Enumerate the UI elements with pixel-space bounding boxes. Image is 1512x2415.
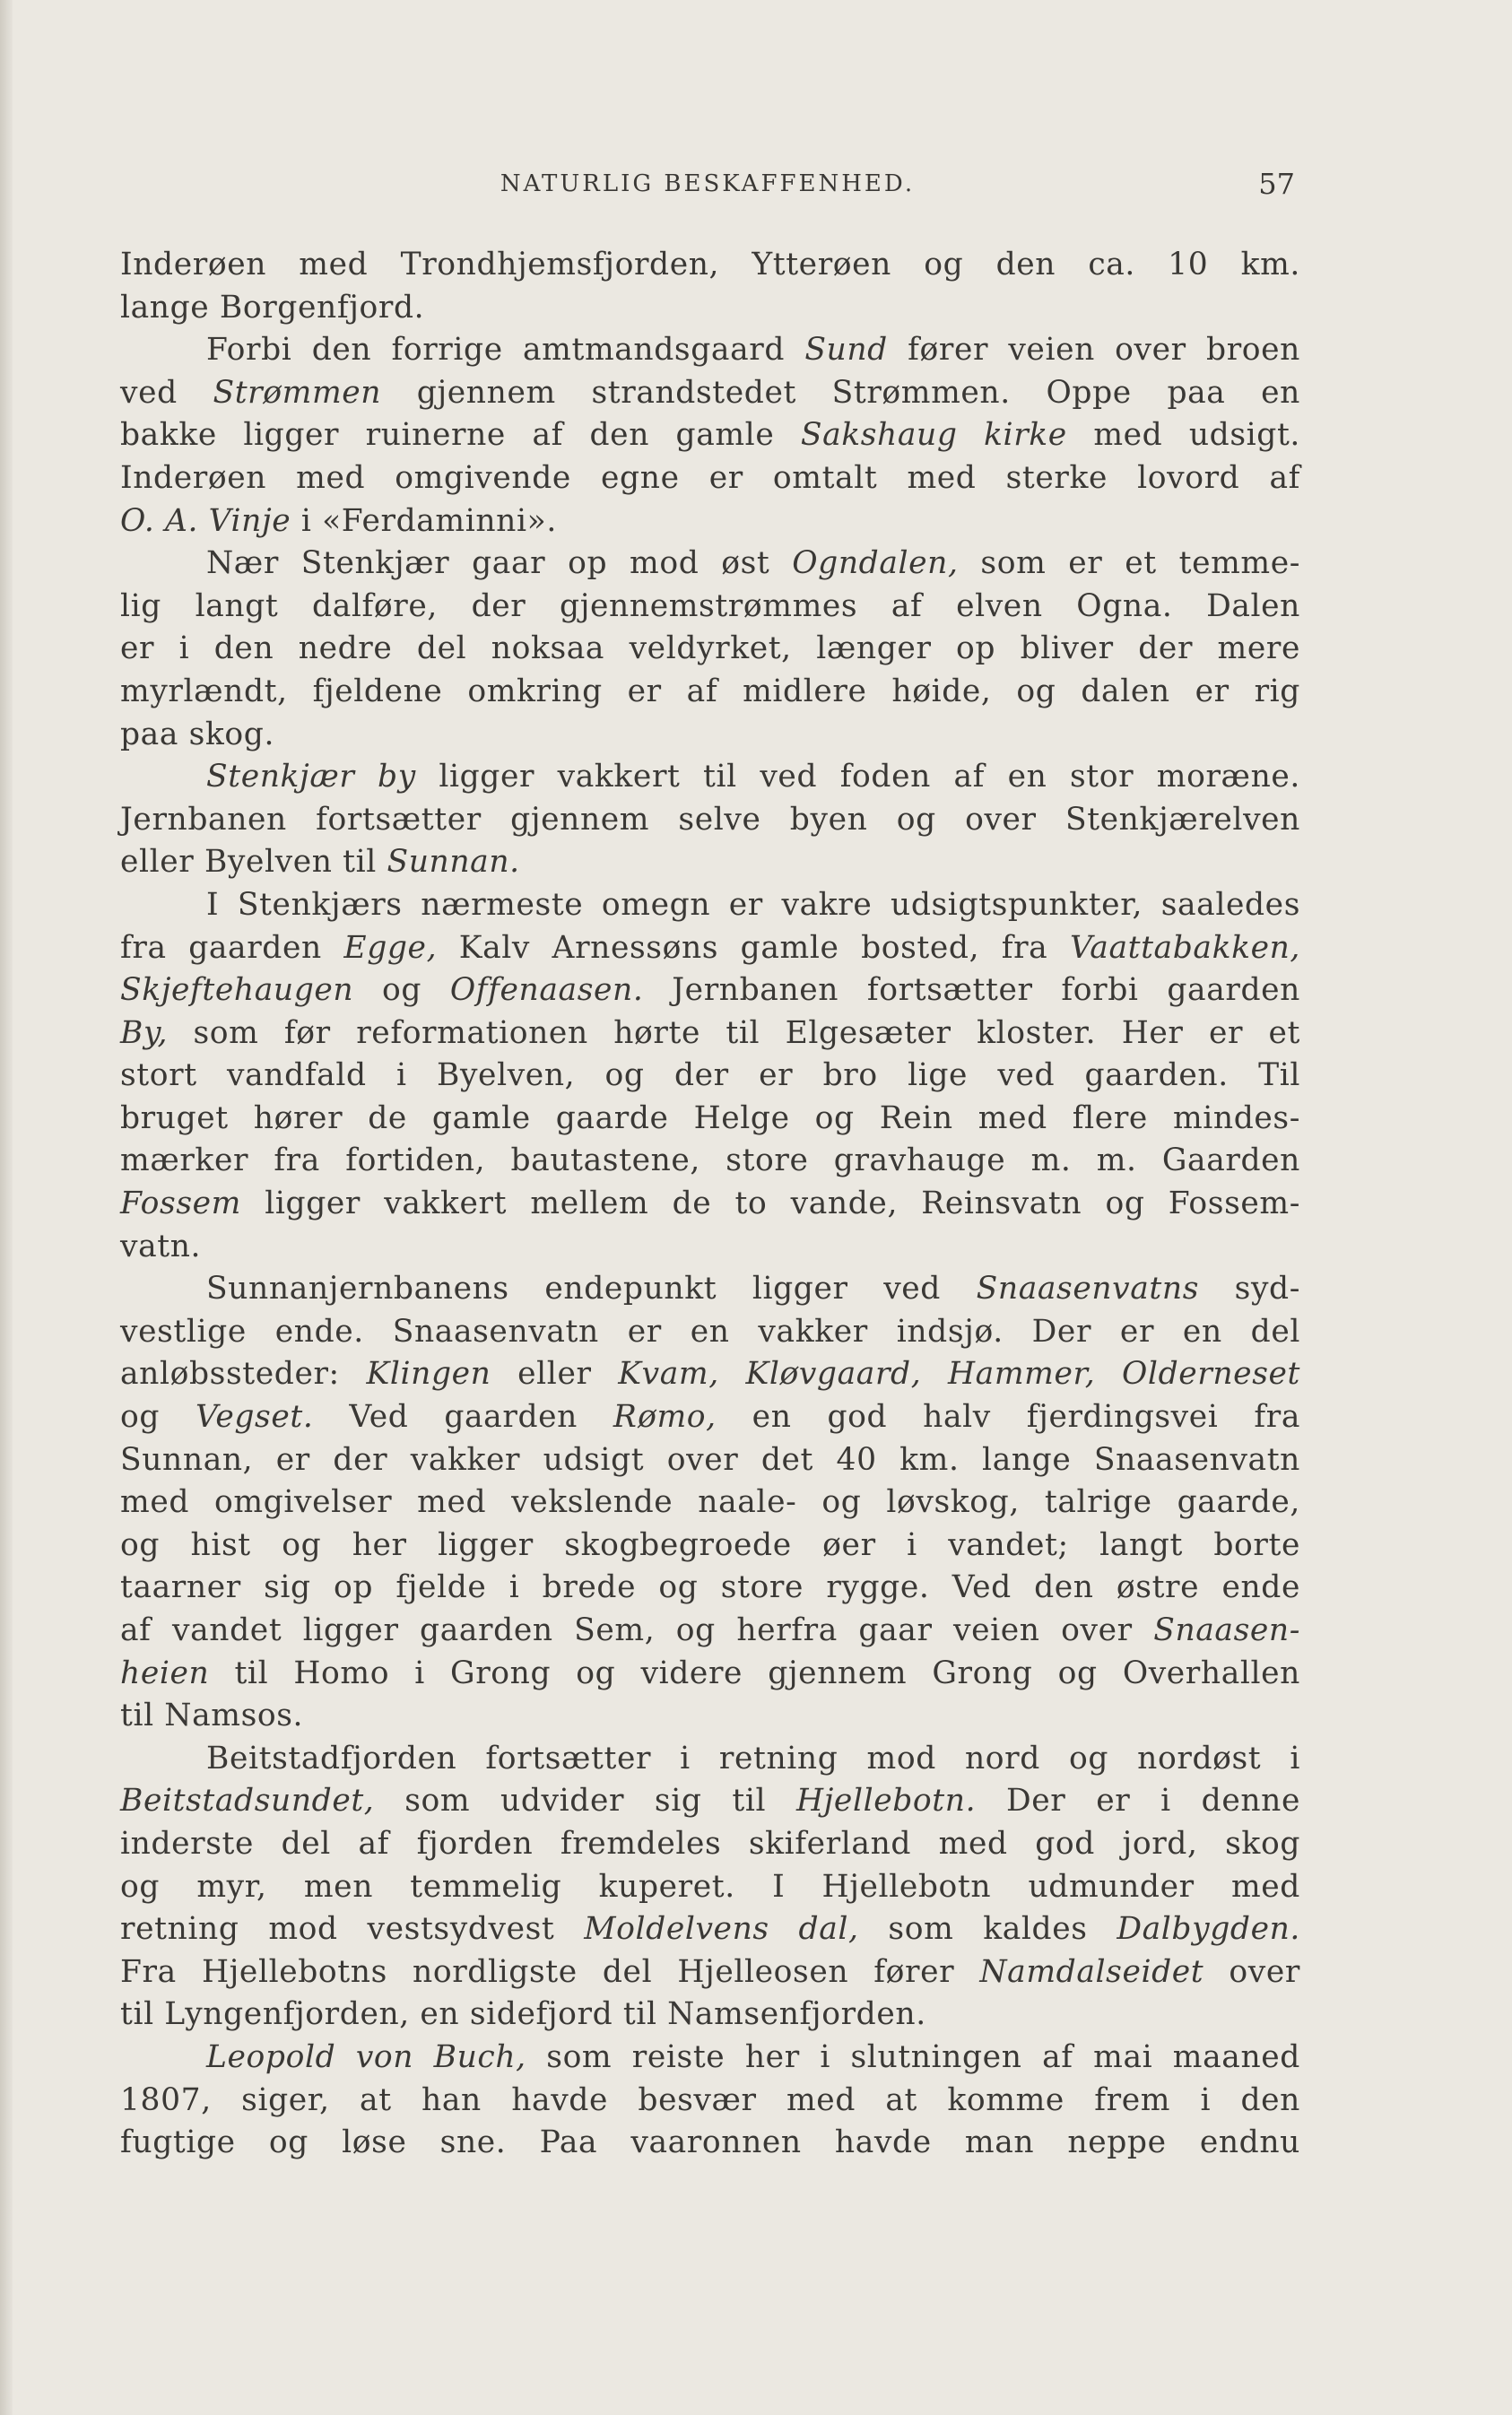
text-line [120,884,1300,927]
text-segment: eller Byelven til [120,844,387,881]
italic-text: Olderneset [1122,1356,1300,1393]
text-line [120,586,1300,629]
italic-text: Offenaasen. [449,972,644,1009]
italic-text: Vegset. [196,1399,314,1436]
text-line [120,927,1300,970]
italic-text: Namdalseidet [979,1953,1204,1990]
text-segment: bakke ligger ruinerne af den gamle [120,417,801,454]
text-line [120,457,1300,500]
text-line [120,1268,1300,1311]
text-segment: myrlændt, fjeldene omkring er af midlere høide, og dalen er rig [120,673,1300,709]
italic-text: Beitstadsundet, [120,1783,375,1820]
text-line [120,1055,1300,1098]
italic-text: Klingen [366,1356,491,1393]
text-line [120,841,1300,884]
text-segment: Inderøen med Trondhjemsfjorden, Ytterøen og den ca. 10 km. [120,247,1300,282]
text-line [120,1994,1300,2037]
text-segment: inderste del af fjorden fremdeles skiferland med god jord, skog [120,1825,1300,1862]
text-segment: lange Borgenfjord. [120,289,425,326]
italic-text: Sunnan. [387,844,520,881]
text-segment: til Namsos. [120,1698,304,1734]
italic-text: Kløvgaard, [745,1356,922,1393]
italic-text: Moldelvens dal, [584,1911,859,1948]
italic-text: By, [120,1014,169,1051]
italic-text: Ogndalen, [792,545,959,582]
text-segment: vatn. [120,1228,202,1264]
text-segment: med omgivelser med vekslende naale- og løvskog, talrige gaarde, [120,1484,1300,1521]
text-segment: Beitstadfjorden fortsætter i retning mod nord og nordøst i [206,1740,1300,1777]
text-segment: Sunnanjernbanens endepunkt ligger ved [206,1271,977,1307]
text-segment: Ved gaarden [313,1399,613,1436]
text-segment: Sunnan, er der vakker udsigt over det 40 km. lange Snaasenvatn [120,1441,1300,1478]
text-line [120,414,1300,457]
text-segment: en god halv fjerdingsvei fra [716,1399,1300,1436]
text-line [120,1353,1300,1396]
text-line [120,1311,1300,1354]
text-line [120,969,1300,1012]
italic-text: Hjellebotn. [795,1783,977,1820]
body-text [120,244,1300,2165]
text-line [120,799,1300,842]
text-segment: stort vandfald i Byelven, og der er bro lige ved gaarden. Til [120,1057,1300,1094]
text-segment [921,1356,948,1392]
text-segment: mærker fra fortiden, bautastene, store gravhauge m. m. Gaarden [120,1142,1300,1179]
running-head: NATURLIG BESKAFFENHED. [500,170,916,197]
text-line [120,1012,1300,1055]
italic-text: Stenkjær by [206,759,416,795]
italic-text: Sakshaug kirke [800,417,1067,454]
text-segment: ligger vakkert mellem de to vande, Reinsvatn og Fossem- [240,1186,1300,1222]
page-header [120,167,1295,203]
text-segment: som kaldes [858,1911,1117,1948]
text-segment: 1807, siger, at han havde besvær med at komme frem i den [120,2081,1300,2118]
text-line [120,2037,1300,2080]
text-line [120,1183,1300,1226]
italic-text: Rømo, [613,1399,717,1436]
text-line [120,244,1300,287]
text-segment [719,1356,746,1392]
text-line [120,543,1300,586]
text-line [120,1481,1300,1525]
text-segment: af vandet ligger gaarden Sem, og herfra gaar veien over [120,1612,1154,1648]
text-line [120,2080,1300,2123]
text-line [120,1780,1300,1823]
text-line [120,1567,1300,1610]
text-segment: over [1204,1953,1300,1990]
text-line [120,628,1300,671]
text-line [120,1098,1300,1141]
text-segment: med udsigt. [1066,417,1300,454]
text-segment: og [353,972,450,1009]
text-line [120,1653,1300,1696]
text-segment: fra gaarden [120,929,344,966]
text-segment: paa skog. [120,716,275,752]
text-segment: I Stenkjærs nærmeste omegn er vakre udsigtspunkter, saaledes [206,886,1300,923]
text-line [120,1823,1300,1866]
italic-text: Snaasen- [1153,1612,1300,1648]
text-segment: gjennem strandstedet Strømmen. Oppe paa en [381,374,1300,411]
text-segment: lig langt dalføre, der gjennemstrømmes af elven Ogna. Dalen [120,587,1300,624]
text-segment: som reiste her i slutningen af mai maaned [526,2038,1300,2075]
text-line [120,372,1300,415]
text-line [120,500,1300,543]
text-line [120,287,1300,330]
italic-text: Egge, [343,929,438,966]
text-segment: Nær Stenkjær gaar op mod øst [206,545,793,582]
text-line [120,1226,1300,1269]
text-segment: Fra Hjellebotns nordligste del Hjelleosen fører [120,1953,980,1990]
text-line [120,1738,1300,1781]
text-segment: og [120,1399,196,1436]
italic-text: heien [120,1655,210,1691]
text-line [120,329,1300,372]
text-segment: Forbi den forrige amtmandsgaard [206,332,805,369]
italic-text: Fossem [120,1186,241,1222]
text-segment: fører veien over broen [887,332,1300,369]
text-segment: retning mod vestsydvest [120,1911,585,1948]
text-segment: eller [491,1356,619,1393]
text-segment: taarner sig op fjelde i brede og store rygge. Ved den østre ende [120,1569,1300,1606]
text-segment: vestlige ende. Snaasenvatn er en vakker indsjø. Der er en del [120,1313,1300,1350]
text-segment: i «Ferdaminni». [291,502,557,539]
text-segment: som er et temme- [958,545,1300,582]
text-line [120,1140,1300,1183]
italic-text: Hammer, [947,1356,1096,1393]
text-segment: og myr, men temmelig kuperet. I Hjellebotn udmunder med [120,1868,1300,1905]
text-line [120,1525,1300,1568]
italic-text: Dalbygden. [1117,1911,1300,1948]
text-line [120,1396,1300,1439]
page-edge [0,0,13,2415]
text-segment: til Lyngenfjorden, en sidefjord til Namsenfjorden. [120,1996,926,2033]
text-line [120,1951,1300,1994]
text-segment: til Homo i Grong og videre gjennem Grong og Overhallen [209,1655,1300,1691]
text-line [120,1908,1300,1951]
text-segment: er i den nedre del noksaa veldyrket, længer op bliver der mere [120,630,1300,667]
italic-text: Strømmen [213,374,382,411]
italic-text: Snaasenvatns [976,1271,1200,1307]
text-line [120,1695,1300,1738]
text-segment: Der er i denne [976,1783,1300,1820]
text-line [120,1439,1300,1482]
text-line [120,1866,1300,1909]
text-segment: ligger vakkert til ved foden af en stor moræne. [415,759,1300,795]
text-line [120,2122,1300,2165]
italic-text: Leopold von Buch, [206,2038,526,2075]
text-segment: Inderøen med omgivende egne er omtalt med sterke lovord af [120,459,1300,496]
italic-text: Kvam, [618,1356,719,1393]
italic-text: Skjeftehaugen [120,972,354,1009]
text-segment: syd- [1199,1271,1301,1307]
text-segment [1095,1356,1122,1392]
text-line [120,714,1300,757]
italic-text: Sund [804,332,888,369]
italic-text: O. A. Vinje [120,502,291,539]
text-segment: bruget hører de gamle gaarde Helge og Rein med flere mindes- [120,1099,1300,1136]
italic-text: Vaattabakken, [1069,929,1300,966]
text-segment: Jernbanen fortsætter forbi gaarden [643,972,1300,1009]
text-segment: ved [120,374,213,411]
text-segment: og hist og her ligger skogbegroede øer i vandet; langt borte [120,1526,1300,1563]
text-segment: fugtige og løse sne. Paa vaaronnen havde man neppe endnu [120,2124,1300,2161]
text-segment: anløbssteder: [120,1356,367,1393]
text-line [120,1610,1300,1653]
text-segment: som før reformationen hørte til Elgesæter kloster. Her er et [168,1014,1300,1051]
text-segment: som udvider sig til [374,1783,796,1820]
page-number: 57 [1258,167,1295,201]
text-segment: Kalv Arnessøns gamle bosted, fra [437,929,1070,966]
text-line [120,671,1300,714]
text-segment: Jernbanen fortsætter gjennem selve byen og over Stenkjærelven [120,801,1300,838]
text-line [120,756,1300,799]
